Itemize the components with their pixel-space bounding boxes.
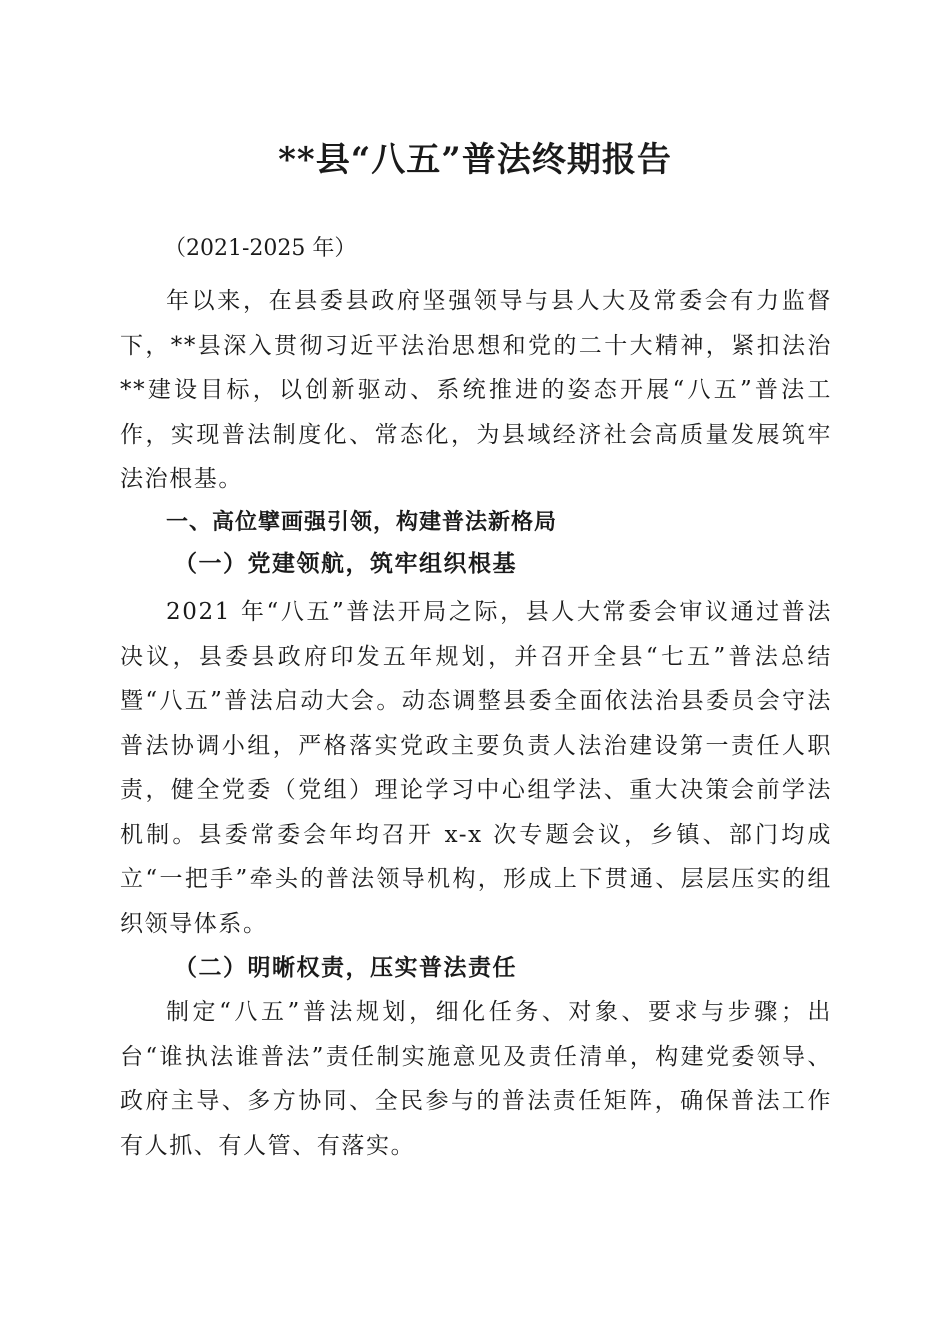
subsection-heading-2: （二）明晰权责，压实普法责任 bbox=[174, 954, 517, 981]
subsection-heading-1: （一）党建领航，筑牢组织根基 bbox=[174, 550, 517, 577]
intro-paragraph: 年以来，在县委县政府坚强领导与县人大及常委会有力监督下，**县深入贯彻习近平法治思想和党的二十大精神，紧扣法治**建设目标，以创新驱动、系统推进的姿态开展“八五”普法工作，实现普法制度化、常态化，为县域经济社会高质量发展筑牢法治根基。 bbox=[120, 288, 832, 492]
section-heading-1: 一、高位擘画强引领，构建普法新格局 bbox=[166, 510, 558, 535]
subsection-1-paragraph: 2021 年“八五”普法开局之际，县人大常委会审议通过普法决议，县委县政府印发五年规划，并召开全县“七五”普法总结暨“八五”普法启动大会。动态调整县委全面依法治县委员会守法普法协调小组，严格落实党政主要负责人法治建设第一责任人职责，健全党委（党组）理论学习中心组学法、重大决策会前学法机制。县委常委会年均召开 x-x 次专题会议，乡镇、部门均成立“一把手”牵头的普法领导机构，形成上下贯通、层层压实的组织领导体系。 bbox=[120, 599, 832, 937]
document-title: **县“八五”普法终期报告 bbox=[278, 140, 672, 180]
report-period: （2021-2025 年） bbox=[164, 236, 357, 261]
subsection-2-paragraph: 制定“八五”普法规划，细化任务、对象、要求与步骤；出台“谁执法谁普法”责任制实施意见及责任清单，构建党委领导、政府主导、多方协同、全民参与的普法责任矩阵，确保普法工作有人抓、有人管、有落实。 bbox=[120, 999, 832, 1159]
